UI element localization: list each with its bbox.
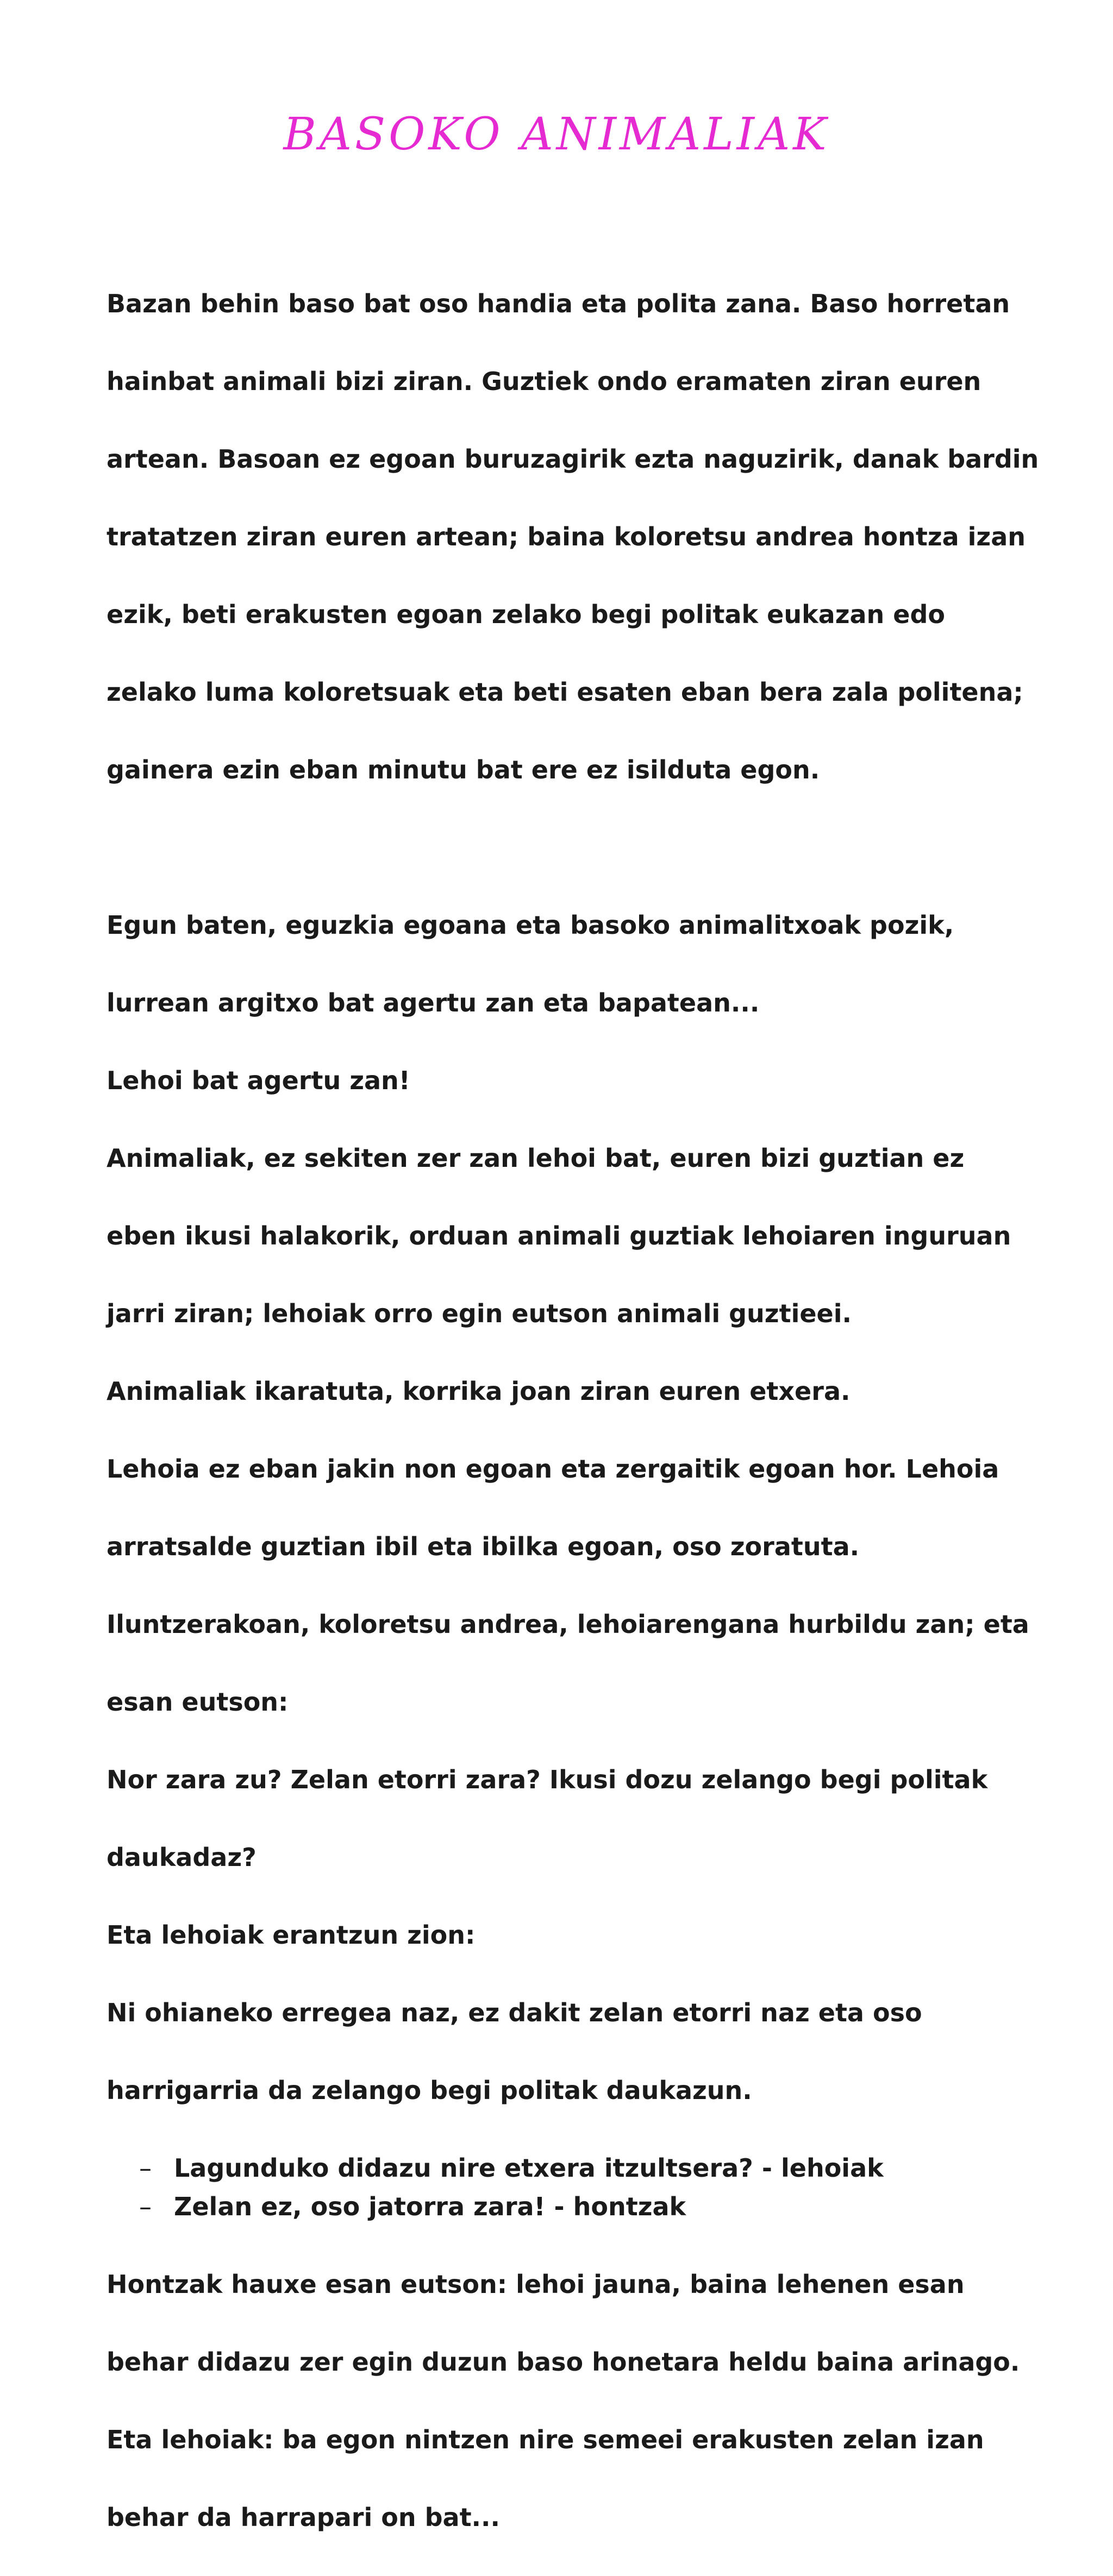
text-line: behar da harrapari on bat... [107,2498,1020,2537]
dialogue-item [107,2149,1020,2188]
text-line: esan eutson: [107,1683,1020,1722]
text-line: behar didazu zer egin duzun baso honetara heldu baina arinago. [107,2343,1020,2382]
dash-bullet: – [139,2149,152,2188]
text-line: Animaliak, ez sekiten zer zan lehoi bat, euren bizi guztian ez [107,1139,1020,1178]
text-line: daukadaz? [107,1838,1020,1877]
text-line: Lehoi bat agertu zan! [107,1061,1020,1101]
paragraph-ending [107,2227,1020,2576]
text-line: jarri ziran; lehoiak orro egin eutson animali guztieei. [107,1295,1020,1334]
text-line: zelako luma koloretsuak eta beti esaten eban bera zala politena; [107,673,1020,712]
paragraph-spacer [107,828,1020,868]
text-line: Bazan behin baso bat oso handia eta polita zana. Baso horretan [107,285,1020,324]
story-body [107,246,1020,2576]
dialogue-item [107,2188,1020,2227]
paragraph-intro [107,246,1020,828]
text-line: arratsalde guztian ibil eta ibilka egoan, oso zoratuta. [107,1528,1020,1567]
dash-bullet: – [139,2188,152,2227]
text-line: ezik, beti erakusten egoan zelako begi politak eukazan edo [107,595,1020,634]
text-line: Nor zara zu? Zelan etorri zara? Ikusi dozu zelango begi politak [107,1761,1020,1800]
text-line: gainera ezin eban minutu bat ere ez isilduta egon. [107,751,1020,790]
text-line: Ni ohianeko erregea naz, ez dakit zelan etorri naz eta oso [107,1994,1020,2033]
text-line: eben ikusi halakorik, orduan animali guztiak lehoiaren inguruan [107,1217,1020,1256]
text-line: Hontzak hauxe esan eutson: lehoi jauna, baina lehenen esan [107,2265,1020,2304]
text-line: lurrean argitxo bat agertu zan eta bapatean... [107,984,1020,1023]
text-line: harrigarria da zelango begi politak daukazun. [107,2071,1020,2110]
paragraph-story [107,867,1020,2149]
text-line: Egun baten, eguzkia egoana eta basoko animalitxoak pozik, [107,906,1020,945]
text-line: hainbat animali bizi ziran. Guztiek ondo eramaten ziran euren [107,362,1020,401]
dialogue-list [107,2149,1020,2227]
text-line: Eta lehoiak: ba egon nintzen nire semeei erakusten zelan izan [107,2421,1020,2460]
dialogue-text: Zelan ez, oso jatorra zara! - hontzak [174,2192,686,2221]
text-line: Eta lehoiak erantzun zion: [107,1916,1020,1955]
text-line: artean. Basoan ez egoan buruzagirik ezta naguzirik, danak bardin [107,440,1020,479]
text-line: Animaliak ikaratuta, korrika joan ziran euren etxera. [107,1372,1020,1411]
dialogue-text: Lagunduko didazu nire etxera itzultsera? - lehoiak [174,2153,884,2183]
text-line: Iluntzerakoan, koloretsu andrea, lehoiarengana hurbildu zan; eta [107,1605,1020,1644]
text-line: Lehoia ez eban jakin non egoan eta zergaitik egoan hor. Lehoia [107,1450,1020,1489]
text-line: tratatzen ziran euren artean; baina koloretsu andrea hontza izan [107,518,1020,557]
page-title: BASOKO ANIMALIAK [0,109,1113,160]
